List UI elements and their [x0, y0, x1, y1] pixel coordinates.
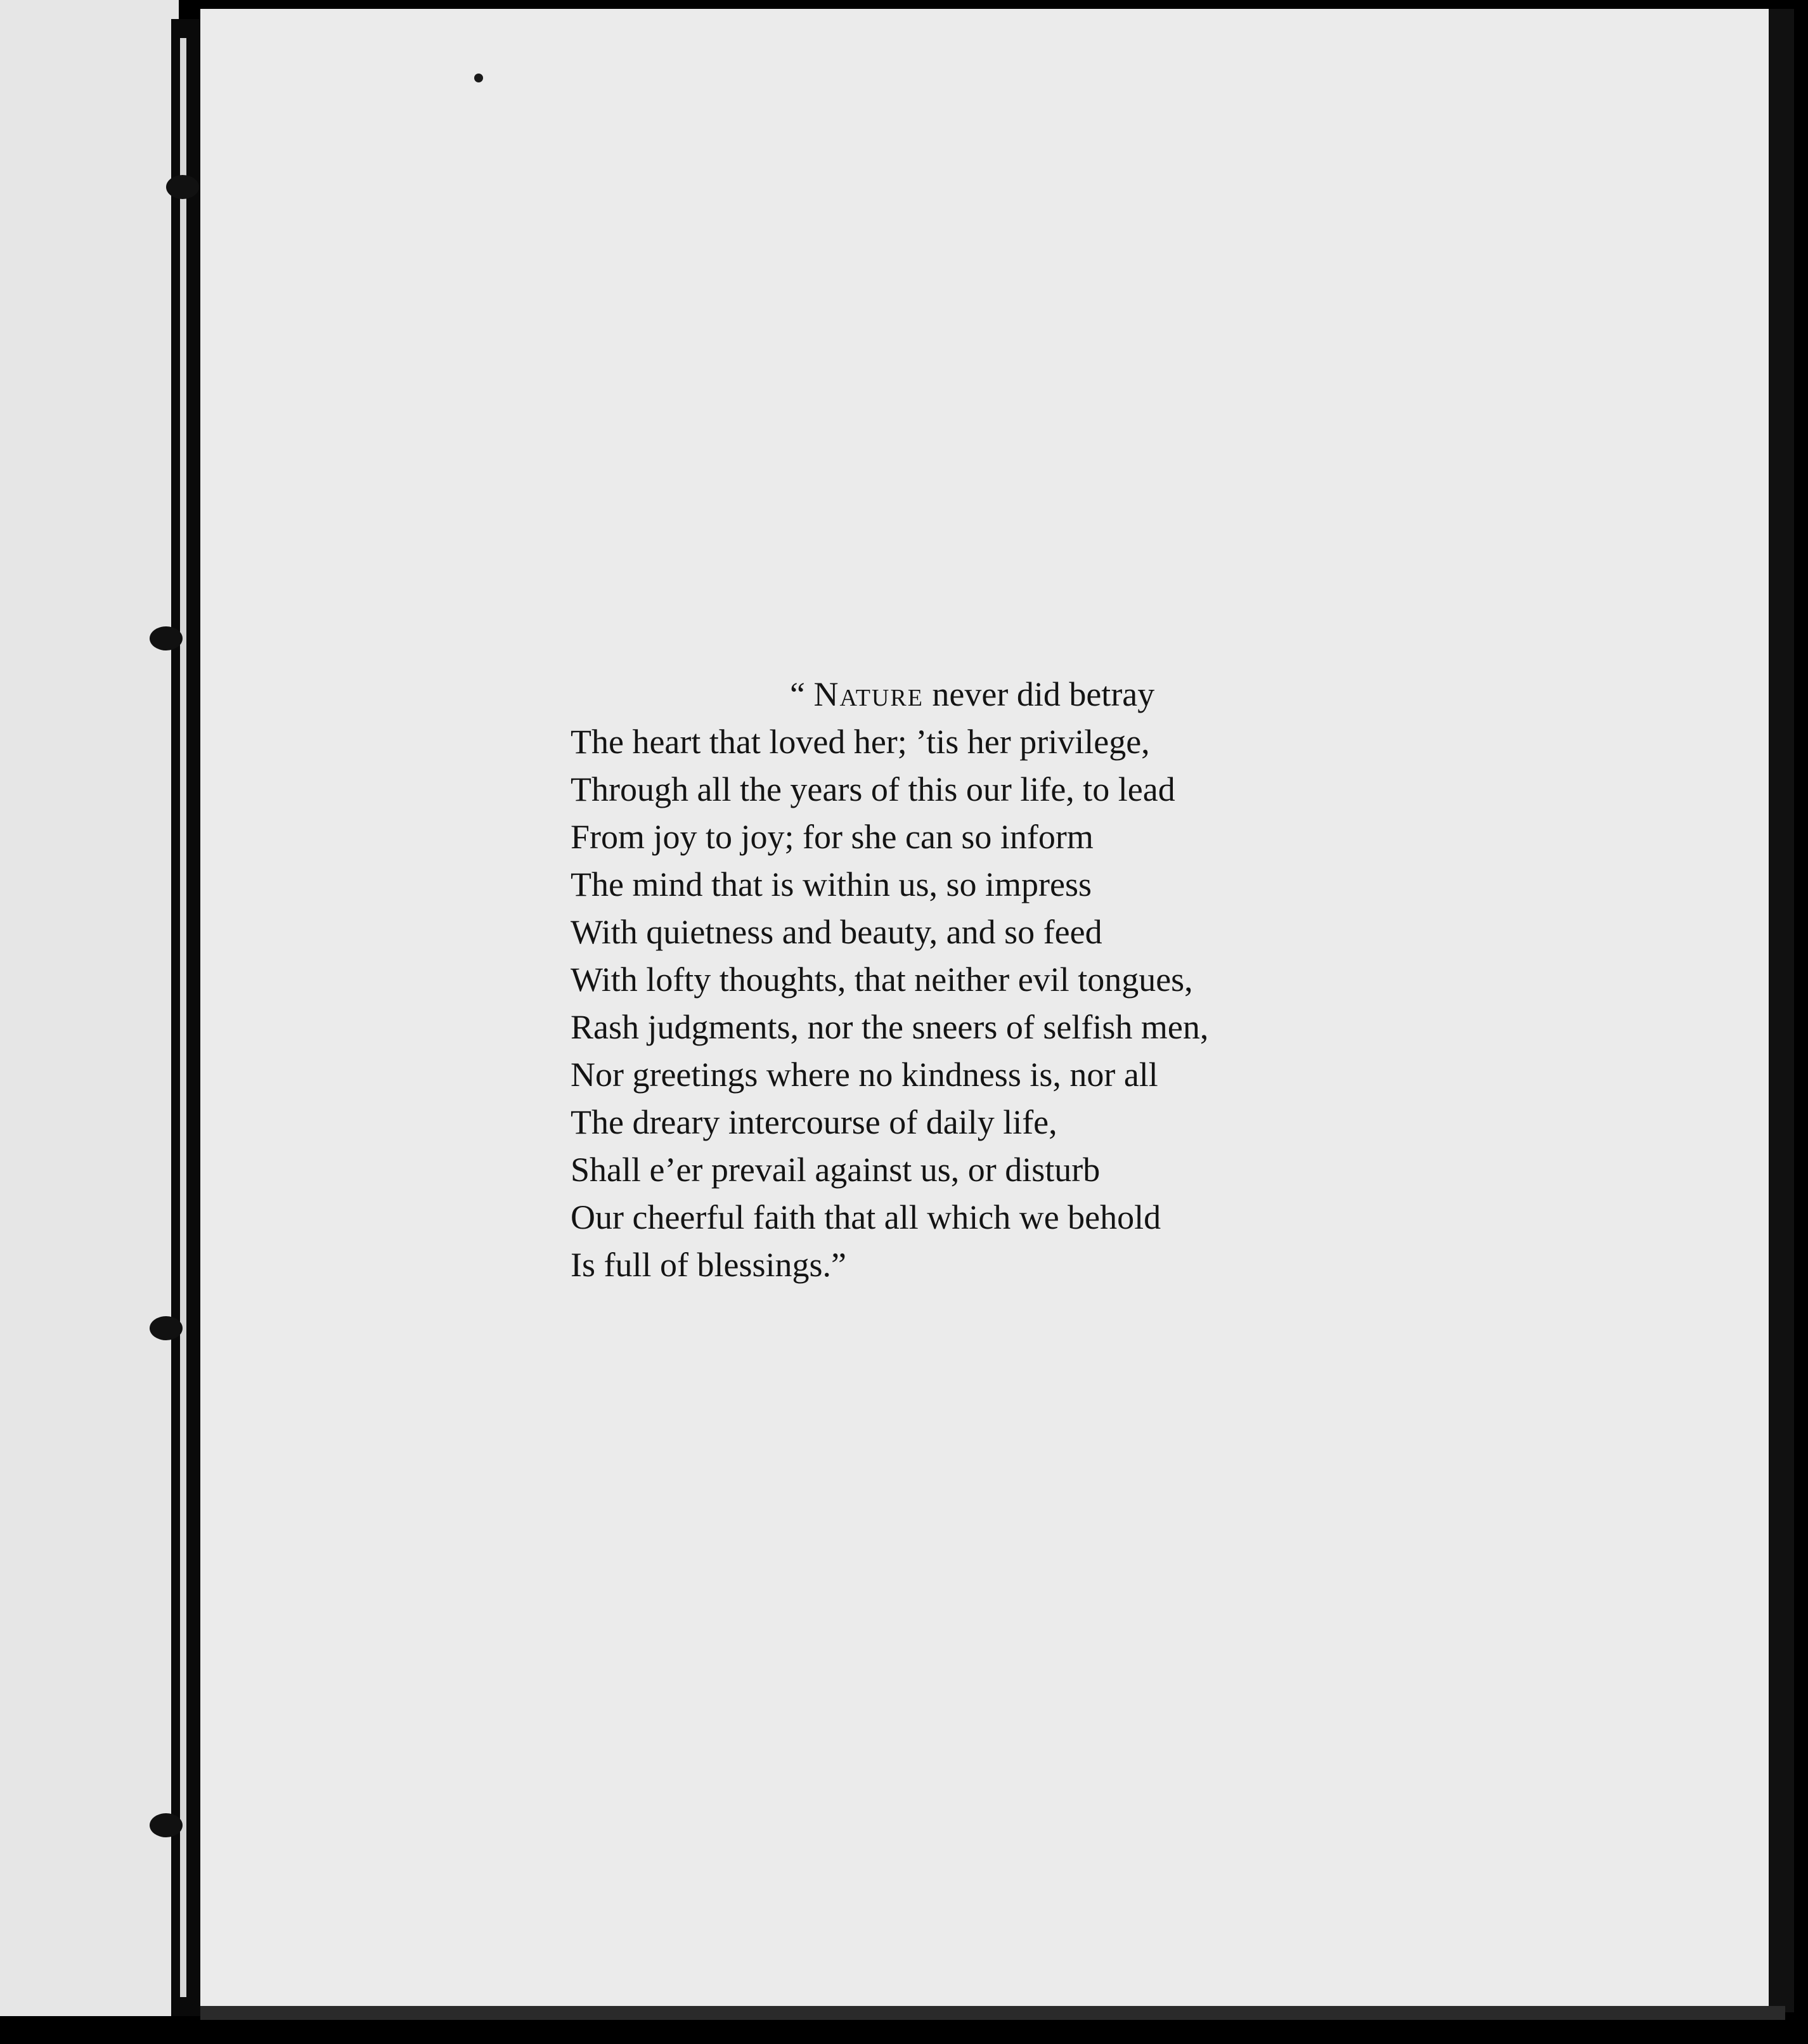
binding-stitch [150, 1316, 183, 1340]
poem-quotation [571, 671, 1445, 1289]
binding-stitch [166, 175, 199, 199]
binding-stitch [150, 626, 183, 650]
poem-first-word: Nature [813, 675, 924, 713]
poem-line: Our cheerful faith that all which we behold [571, 1198, 1161, 1236]
binding-stitch [150, 1813, 183, 1837]
page-edge-right [1769, 9, 1794, 2012]
poem-line: Rash judgments, nor the sneers of selfish men, [571, 1008, 1209, 1046]
poem-line: The mind that is within us, so impress [571, 865, 1092, 903]
opening-quote-mark: “ [790, 675, 805, 713]
poem-line: Through all the years of this our life, to lead [571, 770, 1175, 808]
poem-line [571, 671, 1445, 718]
page-edge-bottom [200, 2006, 1785, 2020]
poem-line: Is full of blessings.” [571, 1246, 846, 1284]
poem-line: With lofty thoughts, that neither evil tongues, [571, 961, 1193, 999]
poem-line: The heart that loved her; ’tis her privilege, [571, 723, 1150, 761]
left-page-edge [0, 0, 179, 2016]
poem-line: From joy to joy; for she can so inform [571, 818, 1094, 856]
paper-speck [474, 74, 483, 82]
poem-line: With quietness and beauty, and so feed [571, 913, 1102, 951]
poem-first-line-rest: never did betray [923, 675, 1155, 713]
poem-line: The dreary intercourse of daily life, [571, 1103, 1057, 1141]
spine-highlight [180, 38, 186, 1997]
poem-line: Shall e’er prevail against us, or disturb [571, 1151, 1101, 1189]
poem-line: Nor greetings where no kindness is, nor all [571, 1056, 1158, 1094]
